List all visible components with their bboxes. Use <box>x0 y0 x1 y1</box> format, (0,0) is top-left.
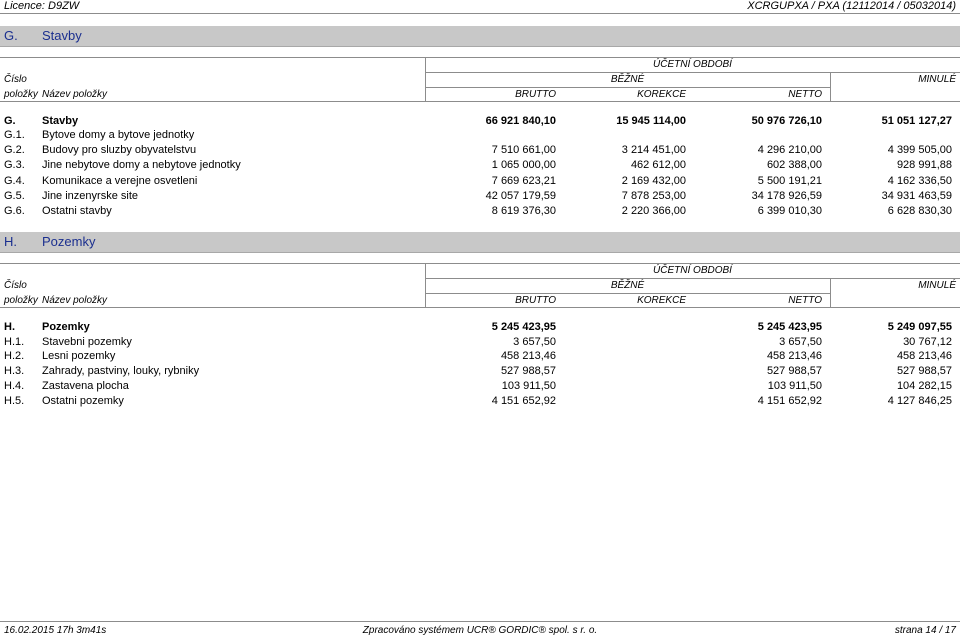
correction-value: 7 878 253,00 <box>621 190 686 202</box>
previous-value: 34 931 463,59 <box>881 190 952 202</box>
item-name: Jine nebytove domy a nebytove jednotky <box>42 159 241 171</box>
item-name-header: Název položky <box>42 295 108 306</box>
gross-value: 5 245 423,95 <box>491 321 556 333</box>
report-id: XCRGUPXA / PXA (12112014 / 05032014) <box>747 0 956 12</box>
footer-rule <box>0 621 960 622</box>
previous-value: 6 628 830,30 <box>887 205 952 217</box>
table-row <box>0 128 960 143</box>
net-value: 34 178 926,59 <box>751 190 822 202</box>
section-h <box>0 232 960 422</box>
period-header: ÚČETNÍ OBDOBÍ <box>653 265 732 276</box>
item-code: G.4. <box>4 175 25 187</box>
previous-value: 458 213,46 <box>896 350 952 362</box>
section-bar <box>0 232 960 253</box>
table-row <box>0 189 960 204</box>
table-row <box>0 394 960 409</box>
licence-label: Licence: D9ZW <box>4 0 80 12</box>
item-name: Stavebni pozemky <box>42 336 132 348</box>
correction-header: KOREKCE <box>637 295 686 306</box>
section-code: H. <box>4 234 17 249</box>
report-footer <box>0 624 960 637</box>
net-value: 5 500 191,21 <box>757 175 822 187</box>
net-value: 458 213,46 <box>766 350 822 362</box>
item-name: Zahrady, pastviny, louky, rybniky <box>42 365 200 377</box>
net-value: 527 988,57 <box>766 365 822 377</box>
section-title: Stavby <box>42 28 82 43</box>
item-name: Jine inzenyrske site <box>42 190 138 202</box>
table-row <box>0 174 960 189</box>
correction-value: 15 945 114,00 <box>616 115 686 127</box>
item-code: H.1. <box>4 336 25 348</box>
item-code: H.3. <box>4 365 25 377</box>
number-header-sub: položky <box>4 89 38 100</box>
table-row <box>0 158 960 173</box>
net-header: NETTO <box>788 89 822 100</box>
previous-period-header: MINULÉ <box>918 74 956 85</box>
previous-value: 4 399 505,00 <box>887 144 952 156</box>
report-header <box>0 0 960 14</box>
current-period-header: BĚŽNÉ <box>610 74 645 85</box>
table-row <box>0 143 960 158</box>
section-title: Pozemky <box>42 234 96 249</box>
current-period-header: BĚŽNÉ <box>610 280 645 291</box>
previous-value: 51 051 127,27 <box>881 115 952 127</box>
gross-value: 1 065 000,00 <box>491 159 556 171</box>
processed-by: Zpracováno systémem UCR® GORDIC® spol. s r. o. <box>362 625 598 636</box>
table-row-total <box>0 320 960 335</box>
previous-period-header: MINULÉ <box>918 280 956 291</box>
item-code: G. <box>4 115 16 127</box>
previous-value: 104 282,15 <box>896 380 952 392</box>
page-number: strana 14 / 17 <box>894 625 956 636</box>
section-bar <box>0 26 960 47</box>
previous-value: 4 162 336,50 <box>887 175 952 187</box>
net-value: 4 296 210,00 <box>757 144 822 156</box>
gross-value: 458 213,46 <box>500 350 556 362</box>
item-name: Ostatni pozemky <box>42 395 124 407</box>
item-code: G.3. <box>4 159 25 171</box>
gross-value: 8 619 376,30 <box>491 205 556 217</box>
gross-value: 103 911,50 <box>501 380 556 392</box>
item-code: G.6. <box>4 205 25 217</box>
net-header: NETTO <box>788 295 822 306</box>
number-header: Číslo <box>4 280 27 291</box>
gross-value: 4 151 652,92 <box>491 395 556 407</box>
section-g <box>0 26 960 216</box>
net-value: 103 911,50 <box>767 380 822 392</box>
print-timestamp: 16.02.2015 17h 3m41s <box>4 625 107 636</box>
item-name: Komunikace a verejne osvetleni <box>42 175 198 187</box>
gross-value: 66 921 840,10 <box>485 115 556 127</box>
previous-value: 5 249 097,55 <box>887 321 952 333</box>
table-row <box>0 379 960 394</box>
item-code: G.1. <box>4 129 25 141</box>
net-value: 50 976 726,10 <box>751 115 822 127</box>
item-name: Bytove domy a bytove jednotky <box>42 129 195 141</box>
header-rule <box>0 13 960 14</box>
net-value: 3 657,50 <box>779 336 822 348</box>
gross-header: BRUTTO <box>515 295 556 306</box>
item-name: Stavby <box>42 115 79 127</box>
table-row-total <box>0 114 960 129</box>
number-header: Číslo <box>4 74 27 85</box>
gross-header: BRUTTO <box>515 89 556 100</box>
previous-value: 4 127 846,25 <box>887 395 952 407</box>
correction-value: 2 169 432,00 <box>621 175 686 187</box>
correction-value: 3 214 451,00 <box>621 144 686 156</box>
item-code: H.5. <box>4 395 25 407</box>
item-name: Pozemky <box>42 321 90 333</box>
item-code: H.4. <box>4 380 25 392</box>
item-code: H. <box>4 321 15 333</box>
net-value: 602 388,00 <box>766 159 822 171</box>
previous-value: 527 988,57 <box>896 365 952 377</box>
gross-value: 7 669 623,21 <box>491 175 556 187</box>
item-code: G.5. <box>4 190 25 202</box>
net-value: 4 151 652,92 <box>757 395 822 407</box>
previous-value: 30 767,12 <box>903 336 952 348</box>
correction-value: 2 220 366,00 <box>621 205 686 217</box>
number-header-sub: položky <box>4 295 38 306</box>
item-name: Zastavena plocha <box>42 380 129 392</box>
item-name: Budovy pro sluzby obyvatelstvu <box>42 144 197 156</box>
section-code: G. <box>4 28 18 43</box>
item-code: H.2. <box>4 350 25 362</box>
table-row <box>0 364 960 379</box>
previous-value: 928 991,88 <box>896 159 952 171</box>
gross-value: 42 057 179,59 <box>485 190 556 202</box>
item-code: G.2. <box>4 144 25 156</box>
item-name-header: Název položky <box>42 89 108 100</box>
correction-header: KOREKCE <box>637 89 686 100</box>
net-value: 6 399 010,30 <box>757 205 822 217</box>
gross-value: 3 657,50 <box>513 336 556 348</box>
correction-value: 462 612,00 <box>630 159 686 171</box>
table-row <box>0 335 960 350</box>
period-header: ÚČETNÍ OBDOBÍ <box>653 59 732 70</box>
gross-value: 7 510 661,00 <box>491 144 556 156</box>
table-row <box>0 204 960 219</box>
item-name: Ostatni stavby <box>42 205 112 217</box>
net-value: 5 245 423,95 <box>757 321 822 333</box>
item-name: Lesni pozemky <box>42 350 116 362</box>
table-row <box>0 349 960 364</box>
gross-value: 527 988,57 <box>500 365 556 377</box>
